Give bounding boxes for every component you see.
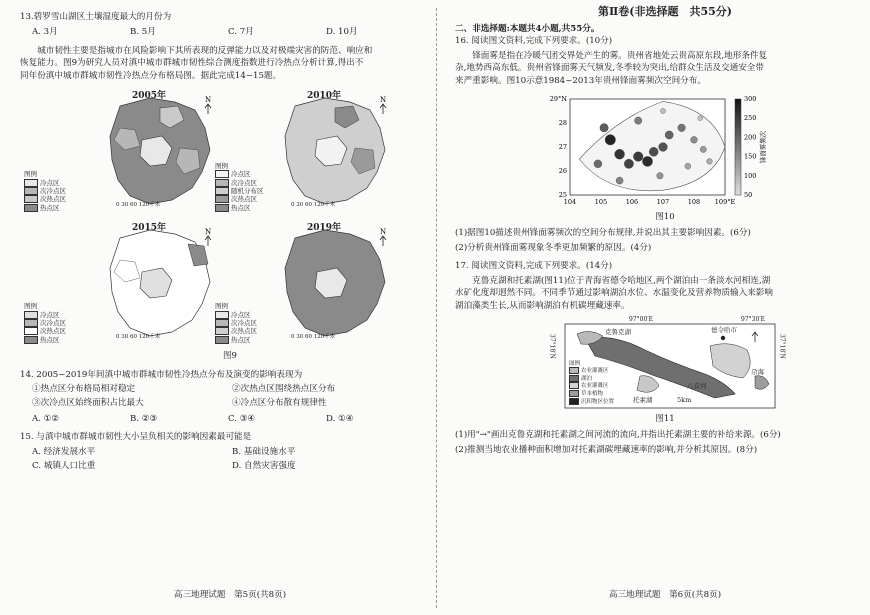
- legend-item: 热点区: [40, 335, 60, 344]
- figure-11-map: [455, 316, 870, 411]
- map-2005-legend: [24, 170, 66, 212]
- map-2010-scale: 0 30 60 120千米: [291, 202, 336, 209]
- q17-line-2: 水矿化度却迥然不同。不同季节通过影响湖泊水位、水温变化及营养物质输入来影响: [455, 288, 773, 299]
- figure-11-caption: 图11: [655, 414, 675, 425]
- figure-10-chart: [455, 91, 870, 209]
- legend-item: 次热点区: [40, 327, 66, 336]
- fog-point: [594, 160, 602, 168]
- q17-line-3: 湖泊藻类生长,从而影响湖泊有机碳埋藏速率。: [455, 300, 630, 311]
- label-97-00e: 97°00′E: [629, 316, 654, 324]
- map11-scale: 5km: [677, 396, 692, 405]
- colorbar-tick-label: 200: [744, 133, 757, 142]
- x-tick-label: 104: [563, 198, 577, 207]
- label-delingha: 德令哈市: [711, 326, 737, 335]
- label-97-30e: 97°30′E: [741, 316, 766, 324]
- page-6-footer: 高三地理试题 第6页(共8页): [608, 589, 722, 600]
- q13-option-b: B. 5月: [130, 27, 156, 38]
- svg-text:N: N: [205, 96, 212, 105]
- label-37-18n-left: 37°18′N: [548, 334, 556, 360]
- q16-stem: 16. 阅读图文资料,完成下列要求。(10分): [455, 36, 613, 47]
- q14-option-b: B. ②③: [130, 413, 158, 424]
- map-2005-year: 2005年: [132, 91, 167, 102]
- map-2010-year: 2010年: [307, 91, 342, 102]
- colorbar-tick-label: 300: [744, 95, 757, 104]
- map-2019: [215, 220, 415, 346]
- fog-point: [657, 173, 664, 180]
- x-tick-label: 109°E: [714, 198, 736, 207]
- x-tick-label: 107: [656, 198, 670, 207]
- fog-point: [691, 137, 698, 144]
- label-kuluk-lake: 克鲁克湖: [605, 328, 631, 337]
- fog-frequency-chart: [455, 91, 870, 209]
- label-bayin-river: 八音河: [687, 382, 707, 391]
- q13-option-d: D. 10月: [326, 27, 358, 38]
- legend-title: 图例: [24, 170, 37, 179]
- q13-option-a: A. 3月: [32, 27, 58, 38]
- page-5: [20, 0, 440, 615]
- page-5-footer: 高三地理试题 第5页(共8页): [173, 589, 287, 600]
- map-2015-legend: [24, 302, 66, 344]
- map11-legend: [569, 361, 614, 406]
- legend-item: 冷点区: [40, 178, 60, 187]
- legend-title: 图例: [569, 360, 581, 367]
- fog-point: [624, 159, 633, 168]
- legend-title: 图例: [24, 302, 37, 311]
- fog-point: [659, 143, 668, 152]
- svg-text:N: N: [205, 228, 212, 237]
- fog-point: [698, 116, 703, 121]
- legend-item: 冷点区: [40, 310, 60, 319]
- q15-option-b: B. 基础设施水平: [232, 446, 296, 457]
- q15-option-c: C. 城镇人口比重: [32, 461, 96, 472]
- y-tick-label: 29°N: [549, 95, 567, 104]
- legend-item: 沉积物区位置: [581, 398, 615, 405]
- q13-options: [32, 26, 440, 38]
- legend-item: 草本植物: [581, 391, 604, 398]
- y-tick-label: 27: [558, 143, 567, 152]
- fog-point: [605, 135, 615, 145]
- colorbar-tick-label: 250: [744, 114, 757, 123]
- colorbar: [735, 99, 741, 195]
- q14-statement-1: ①热点区分布格局相对稳定: [32, 384, 136, 395]
- map-2015-year: 2015年: [132, 223, 167, 234]
- fog-point: [633, 152, 643, 162]
- fog-point: [649, 147, 658, 156]
- intro-line-2: 恢复能力。图9为研究人员对滇中城市群城市韧性综合测度指数进行冷热点分析计算,得出不: [20, 58, 364, 69]
- colorbar-tick-label: 50: [744, 191, 753, 200]
- map-2019-legend: [215, 302, 257, 344]
- legend-item: 次热点区: [231, 195, 257, 204]
- q16-line-1: 锋面雾是指在冷暖气团交界处产生的雾。贵州省地处云贵高原东段,地形条件复: [472, 50, 768, 61]
- label-37-18n-right: 37°18′N: [778, 334, 786, 360]
- q15-stem: 15. 与滇中城市群城市韧性大小呈负相关的影响因素最可能是: [20, 432, 252, 443]
- y-tick-label: 28: [558, 119, 567, 128]
- page-6: [455, 0, 870, 615]
- q14-statements-row-2: [32, 397, 440, 409]
- colorbar-tick-label: 150: [744, 152, 757, 161]
- q15-option-a: A. 经济发展水平: [32, 446, 96, 457]
- legend-item: 次热点区: [40, 195, 66, 204]
- figure-9-maps: [20, 86, 440, 348]
- legend-item: 次热点区: [231, 327, 257, 336]
- q14-option-a: A. ①②: [32, 413, 60, 424]
- map-2010: [215, 88, 415, 214]
- map-2015-scale: 0 30 60 120千米: [116, 334, 161, 341]
- q14-statement-3: ③次冷点区始终面积占比最大: [32, 398, 144, 409]
- svg-text:N: N: [380, 96, 387, 105]
- map-2019-scale: 0 30 60 120千米: [291, 334, 336, 341]
- figure-10-caption: 图10: [655, 212, 675, 223]
- legend-item: 农业灌溉区: [581, 368, 609, 375]
- fog-point: [616, 177, 623, 184]
- q15-options-row-1: [32, 446, 440, 458]
- fog-point: [642, 157, 652, 167]
- x-tick-label: 105: [594, 198, 608, 207]
- intro-line-3: 同年份滇中城市群城市韧性冷热点分布格局图。据此完成14~15题。: [20, 70, 282, 81]
- q13-option-c: C. 7月: [228, 27, 254, 38]
- fog-point: [707, 159, 713, 165]
- q13-stem: 13.碧罗雪山湖区土壤湿度最大的月份为: [20, 12, 172, 22]
- q16-line-2: 杂,地势西高东低。贵州省锋面雾天气频发,冬季较为突出,给群众生活及交通安全带: [455, 63, 764, 74]
- fog-point: [660, 109, 665, 114]
- fog-point: [685, 163, 691, 169]
- q17-line-1: 克鲁克湖和托素湖(图11)位于青海省德令哈地区,两个湖泊由一条淡水河相连,湖: [472, 275, 771, 286]
- legend-item: 热点区: [40, 203, 60, 212]
- q16-sub1: (1)据图10描述贵州锋面雾频次的空间分布规律,并说出其主要影响因素。(6分): [455, 227, 751, 238]
- y-tick-label: 25: [558, 191, 567, 200]
- legend-item: 冷点区: [231, 170, 251, 179]
- label-gahai: 尕海: [751, 368, 764, 377]
- legend-item: 次冷点区: [40, 186, 66, 195]
- legend-item: 次冷点区: [231, 318, 257, 327]
- q16-line-3: 来严重影响。图10示意1984~2013年贵州锋面雾频次空间分布。: [455, 75, 706, 86]
- fog-point: [635, 117, 642, 124]
- q14-options: [32, 413, 440, 425]
- legend-item: 湖泊: [581, 375, 593, 382]
- legend-item: 热点区: [231, 335, 251, 344]
- fog-point: [700, 146, 706, 152]
- section-subtitle: 二、非选择题:本题共4小题,共55分。: [455, 23, 600, 34]
- fog-point: [600, 124, 608, 132]
- legend-item: 次冷点区: [231, 178, 257, 187]
- legend-title: 图例: [215, 161, 228, 170]
- q16-sub2: (2)分析贵州锋面雾现象冬季更加频繁的原因。(4分): [455, 242, 652, 253]
- q14-statement-2: ②次热点区围绕热点区分布: [232, 384, 336, 395]
- q17-stem: 17. 阅读图文资料,完成下列要求。(14分): [455, 261, 613, 272]
- legend-item: 次冷点区: [40, 318, 66, 327]
- label-tosu-lake: 托素湖: [633, 396, 653, 405]
- q14-statements-row-1: [32, 383, 440, 395]
- x-tick-label: 108: [687, 198, 701, 207]
- fog-point: [665, 131, 673, 139]
- y-tick-label: 26: [558, 167, 567, 176]
- page-divider: [436, 8, 437, 608]
- fog-point: [615, 149, 625, 159]
- legend-item: 农业灌溉区: [581, 383, 609, 390]
- legend-item: 冷点区: [231, 310, 251, 319]
- q17-sub1: (1)用"→"画出克鲁克湖和托素湖之间河流的流向,并指出托素湖主要的补给来源。(6分): [455, 429, 781, 440]
- q17-sub2: (2)推测当地农业播种面积增加对托素湖碳埋藏速率的影响,并分析其原因。(8分): [455, 445, 758, 455]
- colorbar-tick-label: 100: [744, 172, 757, 181]
- figure-9-caption: 图9: [223, 351, 237, 362]
- x-tick-label: 106: [625, 198, 639, 207]
- legend-title: 图例: [215, 302, 228, 311]
- colorbar-label: 锋面雾频次: [759, 130, 767, 164]
- q14-stem: 14. 2005~2019年间滇中城市群城市韧性冷热点分布及演变的影响表现为: [20, 369, 303, 380]
- map-2019-year: 2019年: [307, 223, 342, 234]
- q15-options-row-2: [32, 460, 440, 472]
- q14-option-d: D. ①④: [326, 413, 354, 424]
- fog-point: [678, 124, 686, 132]
- map-2010-legend: [215, 162, 264, 213]
- section-title: 第Ⅱ卷(非选择题 共55分): [598, 5, 732, 18]
- svg-text:N: N: [380, 228, 387, 237]
- q14-statement-4: ④冷点区分布散有规律性: [232, 398, 327, 409]
- map-2005-scale: 0 30 60 120千米: [116, 202, 161, 209]
- q15-option-d: D. 自然灾害强度: [232, 461, 296, 472]
- q14-option-c: C. ③④: [228, 413, 256, 424]
- intro-line-1: 城市韧性主要是指城市在风险影响下其所表现的反弹能力以及对极端灾害的防范、响应和: [37, 45, 373, 56]
- legend-item: 热点区: [231, 203, 251, 212]
- legend-item: 随机分布区: [231, 186, 264, 195]
